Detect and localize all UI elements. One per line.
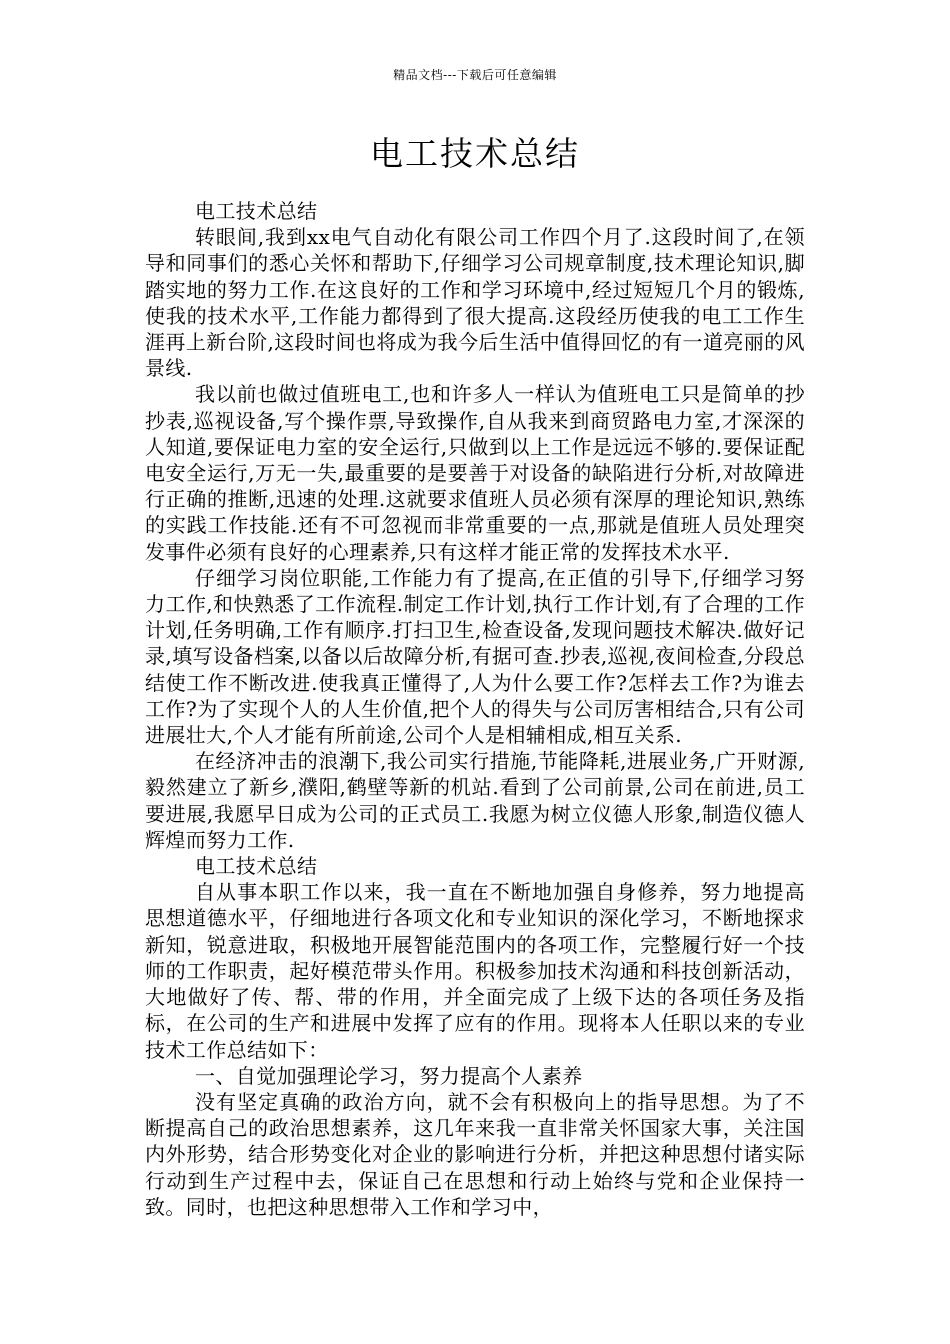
paragraph: 自从事本职工作以来，我一直在不断地加强自身修养，努力地提高思想道德水平，仔细地进行各项文化和专业知识的深化学习，不断地探求新知，锐意进取，积极地开展智能范围内的各项工作，完整履行好一个技师的工作职责，起好模范带头作用。积极参加技术沟通和科技创新活动，大地做好了传、帮、带的作用，并全面完成了上级下达的各项任务及指标，在公司的生产和进展中发挥了应有的作用。现将本人任职以来的专业技术工作总结如下： [145,880,805,1062]
section-heading: 电工技术总结 [195,199,318,223]
document-body [145,198,805,1220]
paragraph: 仔细学习岗位职能,工作能力有了提高,在正值的引导下,仔细学习努力工作,和快熟悉了工作流程.制定工作计划,执行工作计划,有了合理的工作计划,任务明确,工作有顺序.打扫卫生,检查设备,发现问题技术解决.做好记录,填写设备档案,以备以后故障分析,有据可查.抄表,巡视,夜间检查,分段总结使工作不断改进.使我真正懂得了,人为什么要工作?怎样去工作?为谁去工作?为了实现个人的人生价值,把个人的得失与公司厉害相结合,只有公司进展壮大,个人才能有所前途,公司个人是相辅相成,相互关系. [145,565,805,748]
paragraph: 没有坚定真确的政治方向，就不会有积极向上的指导思想。为了不断提高自己的政治思想素养，这几年来我一直非常关怀国家大事，关注国内外形势，结合形势变化对企业的影响进行分析，并把这种思想付诸实际行动到生产过程中去，保证自己在思想和行动上始终与党和企业保持一致。同时，也把这种思想带入工作和学习中， [145,1089,805,1219]
header-note: 精品文档---下载后可任意编辑 [393,68,557,82]
subsection-heading: 一、自觉加强理论学习，努力提高个人素养 [195,1063,583,1088]
section-heading: 电工技术总结 [195,854,318,879]
document-title: 电工技术总结 [370,134,580,173]
paragraph: 在经济冲击的浪潮下,我公司实行措施,节能降耗,进展业务,广开财源,毅然建立了新乡,濮阳,鹤壁等新的机站.看到了公司前景,公司在前进,员工要进展,我愿早日成为公司的正式员工.我愿为树立仪德人形象,制造仪德人辉煌而努力工作. [145,749,805,852]
paragraph: 我以前也做过值班电工,也和许多人一样认为值班电工只是简单的抄抄表,巡视设备,写个操作票,导致操作,自从我来到商贸路电力室,才深深的人知道,要保证电力室的安全运行,只做到以上工作是远远不够的.要保证配电安全运行,万无一失,最重要的是要善于对设备的缺陷进行分析,对故障进行正确的推断,迅速的处理.这就要求值班人员必须有深厚的理论知识,熟练的实践工作技能.还有不可忽视而非常重要的一点,那就是值班人员处理突发事件必须有良好的心理素养,只有这样才能正常的发挥技术水平. [145,382,805,564]
paragraph: 转眼间,我到xx电气自动化有限公司工作四个月了.这段时间了,在领导和同事们的悉心关怀和帮助下,仔细学习公司规章制度,技术理论知识,脚踏实地的努力工作.在这良好的工作和学习环境中,经过短短几个月的锻炼,使我的技术水平,工作能力都得到了很大提高.这段经历使我的电工工作生涯再上新台阶,这段时间也将成为我今后生活中值得回忆的有一道亮丽的风景线. [145,225,805,381]
